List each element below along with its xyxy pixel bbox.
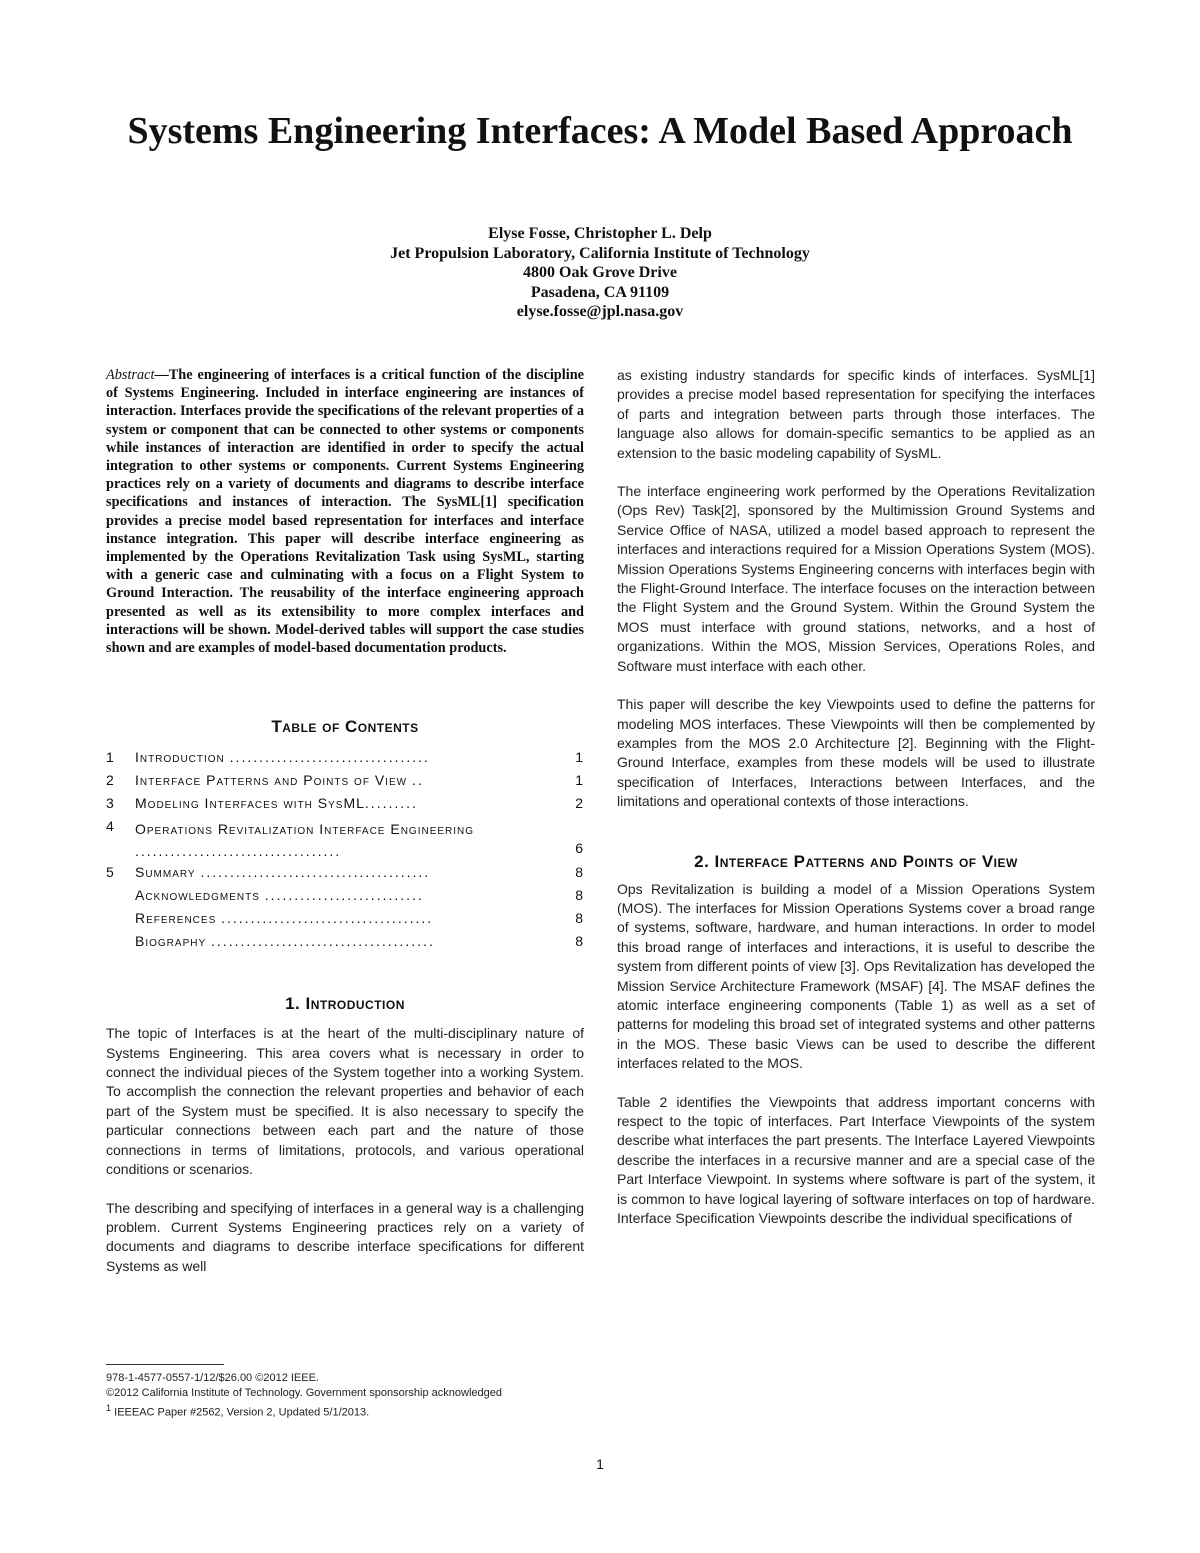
toc-title <box>135 795 554 811</box>
right-column <box>617 366 1095 1228</box>
toc-entry[interactable] <box>106 933 584 956</box>
toc-dots: .................................... <box>221 910 434 927</box>
footnote-paper-id <box>106 1401 584 1421</box>
toc-title <box>135 772 554 788</box>
table-of-contents <box>106 749 584 956</box>
toc-number: 2 <box>106 772 115 789</box>
toc-dots: ......... <box>364 795 418 812</box>
toc-number: 5 <box>106 864 115 881</box>
toc-entry[interactable] <box>106 818 584 864</box>
abstract-text: —The engineering of interfaces is a critical function of the discipline of Systems Engineering. Included in interface engineering are instances of interaction. Interfaces provide the specifications of the relevant properties of a system or component that can be connected to other systems or components while instances of interaction are identified in order to specify the actual integration to other systems or components. Current Systems Engineering practices rely on a variety of documents and diagrams to describe interface specifications and instances of interaction. The SysML[1] specification provides a precise model based representation for interfaces and interface instance integration. This paper will describe interface engineering as implemented by the Operations Revitalization Task using SysML, starting with a generic case and culminating with a focus on a Flight System to Ground Interaction. The reusability of the interface engineering approach presented as well as its extensibility to more complex interfaces and interactions will be shown. Model-derived tables will support the case studies shown and are examples of model-based documentation products. <box>106 367 584 657</box>
section-heading-interface-patterns: 2. Interface Patterns and Points of View <box>694 851 1018 871</box>
toc-title-text: Introduction <box>135 749 225 766</box>
toc-page: 8 <box>575 864 584 881</box>
toc-title <box>135 749 554 765</box>
toc-page: 8 <box>575 910 584 927</box>
toc-entry[interactable] <box>106 772 584 795</box>
footnote-copyright-caltech: ©2012 California Institute of Technology. Government sponsorship acknowledged <box>106 1387 502 1399</box>
toc-page: 1 <box>575 749 584 766</box>
toc-dots: ........................... <box>264 887 424 904</box>
left-column <box>106 366 584 1276</box>
toc-number: 1 <box>106 749 115 766</box>
toc-dots: ................................... <box>135 843 342 860</box>
abstract-label: Abstract <box>106 367 155 383</box>
footnote-copyright-ieee: 978-1-4577-0557-1/12/$26.00 ©2012 IEEE. <box>106 1372 319 1384</box>
toc-number: 4 <box>106 818 115 835</box>
toc-page: 8 <box>575 933 584 950</box>
paper-title: Systems Engineering Interfaces: A Model Based Approach <box>127 110 1073 152</box>
toc-page: 2 <box>575 795 584 812</box>
toc-title <box>135 818 554 862</box>
author-block <box>200 224 1000 322</box>
toc-title-text: Interface Patterns and Points of View <box>135 772 408 789</box>
toc-title-text: Modeling Interfaces with SysML <box>135 795 365 812</box>
email[interactable]: elyse.fosse@jpl.nasa.gov <box>516 303 684 320</box>
toc-entry[interactable] <box>106 910 584 933</box>
toc-entry[interactable] <box>106 887 584 910</box>
toc-title-text: Acknowledgments <box>135 887 260 904</box>
footnote-paper-id-text: IEEEAC Paper #2562, Version 2, Updated 5/1/2013. <box>111 1406 370 1419</box>
footnote-rule <box>106 1364 224 1365</box>
page-number: 1 <box>596 1456 604 1472</box>
right-paragraph-3: This paper will describe the key Viewpoints used to define the patterns for modeling MOS interfaces. These Viewpoints will then be complemented by examples from the MOS 2.0 Architecture [2]. Beginning with the Flight-Ground Interface, examples from these models will be used to illustrate specification of Interfaces, Interactions between Interfaces, and the limitations and operational contexts of those interactions. <box>617 696 1095 810</box>
toc-entry[interactable] <box>106 864 584 887</box>
toc-title <box>135 887 554 903</box>
toc-page: 6 <box>575 840 584 857</box>
toc-page: 1 <box>575 772 584 789</box>
toc-title-text: Operations Revitalization Interface Engineering <box>135 821 475 838</box>
toc-dots: ....................................... <box>200 864 431 881</box>
toc-heading: Table of Contents <box>271 717 419 737</box>
toc-title <box>135 910 554 926</box>
toc-entry[interactable] <box>106 795 584 818</box>
intro-paragraph-1: The topic of Interfaces is at the heart of the multi-disciplinary nature of Systems Engineering. This area covers what is necessary in order to connect the individual pieces of the System together into a working System. To accomplish the connection the relevant properties and behavior of each part of the System must be specified. It is also necessary to specify the particular connections between each part and the nature of those connections in terms of limitations, protocols, and various operational conditions or scenarios. <box>106 1025 584 1178</box>
section-heading-introduction: 1. Introduction <box>285 994 405 1014</box>
toc-title <box>135 933 554 949</box>
address: 4800 Oak Grove Drive <box>523 264 677 281</box>
toc-page: 8 <box>575 887 584 904</box>
toc-dots: .. <box>411 772 424 789</box>
intro-paragraph-2: The describing and specifying of interfaces in a general way is a challenging problem. Current Systems Engineering practices rely on a variety of documents and diagrams to describe interface specifications for different Systems as well <box>106 1199 584 1274</box>
toc-title-text: Summary <box>135 864 196 881</box>
toc-title-text: References <box>135 910 217 927</box>
toc-entry[interactable] <box>106 749 584 772</box>
toc-title <box>135 864 554 880</box>
right-paragraph-2: The interface engineering work performed by the Operations Revitalization (Ops Rev) Task[2], sponsored by the Multimission Ground Systems and Service Office of NASA, utilized a model based approach to represent the interfaces and interactions required for a Mission Operations System (MOS). Mission Operations Systems Engineering concerns with interfaces begin with the Flight-Ground Interface. The interface focuses on the interaction between the Flight System and the Ground System. Within the Ground System the MOS must interface with ground stations, networks, and a host of organizations. Within the MOS, Mission Services, Operations Roles, and Software must interface with each other. <box>617 483 1095 674</box>
section2-paragraph-2: Table 2 identifies the Viewpoints that address important concerns with respect to the topic of interfaces. Part Interface Viewpoints of the system describe what interfaces the part presents. The Interface Layered Viewpoints describe the interfaces in a recursive manner and are a special case of the Part Interface Viewpoint. In systems where software is part of the system, it is common to have logical layering of software interfaces on top of hardware. Interface Specification Viewpoints describe the individual specifications of <box>617 1093 1095 1227</box>
toc-number: 3 <box>106 795 115 812</box>
abstract <box>106 366 584 657</box>
authors: Elyse Fosse, Christopher L. Delp <box>488 225 712 242</box>
toc-title-text: Biography <box>135 933 207 950</box>
right-paragraph-1: as existing industry standards for specific kinds of interfaces. SysML[1] provides a precise model based representation for specifying the interfaces of parts and integration between parts through those interfaces. The language also allows for domain-specific semantics to be applied as an extension to the basic modeling capability of SysML. <box>617 367 1095 461</box>
affiliation: Jet Propulsion Laboratory, California Institute of Technology <box>390 244 810 262</box>
city: Pasadena, CA 91109 <box>530 283 670 301</box>
toc-dots: .................................. <box>229 749 430 766</box>
section2-paragraph-1: Ops Revitalization is building a model of a Mission Operations System (MOS). The interfaces for Mission Operations Systems cover a broad range of systems, software, hardware, and human interactions. In order to model this broad range of interfaces and interactions, it is useful to describe the system from different points of view [3]. Ops Revitalization has developed the Mission Service Architecture Framework (MSAF) [4]. The MSAF defines the atomic interface engineering components (Table 1) as well as a set of patterns for modeling this broad set of integrated systems and other patterns in the MOS. These basic Views can be used to describe the different interfaces related to the MOS. <box>617 880 1095 1072</box>
footnotes <box>106 1364 584 1421</box>
toc-dots: ...................................... <box>211 933 435 950</box>
footnote-mark: 1 <box>106 1403 112 1413</box>
